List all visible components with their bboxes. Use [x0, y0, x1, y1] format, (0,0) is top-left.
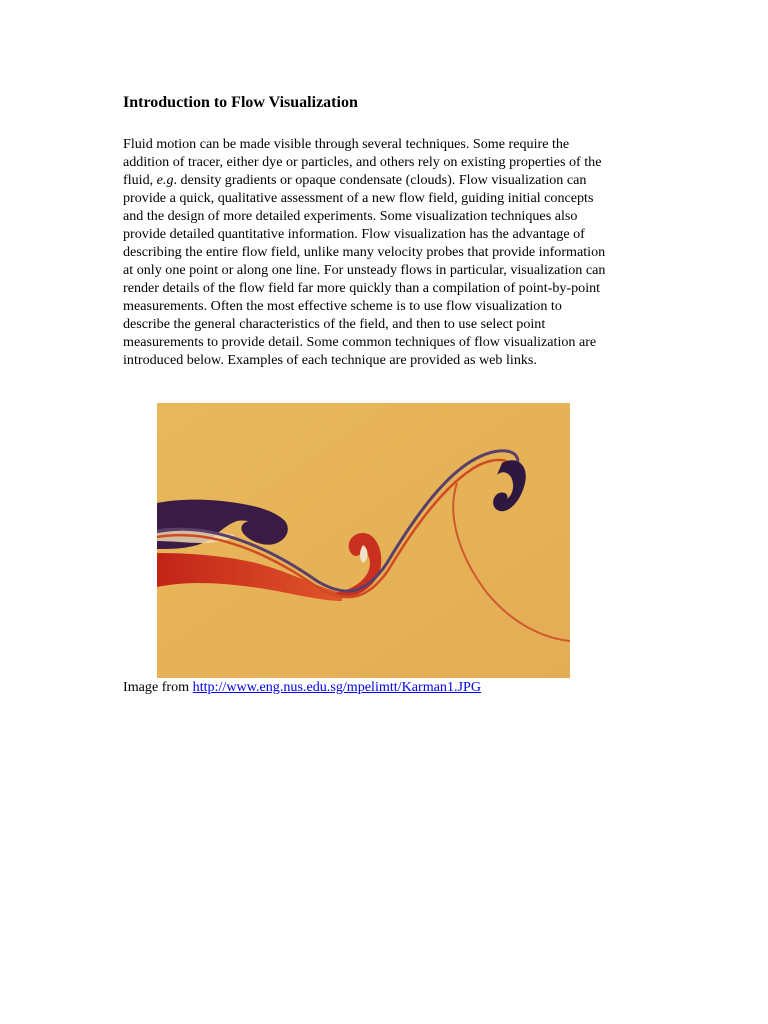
- paragraph-line: [123, 333, 663, 351]
- paragraph-line: [123, 261, 663, 279]
- paragraph-line: [123, 225, 663, 243]
- paragraph-line: [123, 171, 663, 189]
- text-segment: at only one point or along one line. For unsteady flows in particular, visualization can: [123, 262, 606, 278]
- text-segment: fluid,: [123, 172, 157, 188]
- paragraph-line: [123, 135, 663, 153]
- text-segment: Fluid motion can be made visible through several techniques. Some require the: [123, 136, 570, 152]
- text-segment: introduced below. Examples of each technique are provided as web links.: [123, 352, 537, 368]
- text-segment: measurements. Often the most effective scheme is to use flow visualization to: [123, 298, 562, 314]
- text-segment: describe the general characteristics of the field, and then to use select point: [123, 316, 546, 332]
- flow-visualization-photo: [157, 403, 570, 678]
- text-segment: provide a quick, qualitative assessment of a new flow field, guiding initial concepts: [123, 190, 594, 206]
- paragraph-line: [123, 279, 663, 297]
- paragraph-line: [123, 315, 663, 333]
- text-segment: addition of tracer, either dye or particles, and others rely on existing properties of the: [123, 154, 602, 170]
- paragraph-line: [123, 297, 663, 315]
- text-segment: . density gradients or opaque condensate (clouds). Flow visualization can: [173, 172, 587, 188]
- paragraph-line: [123, 207, 663, 225]
- text-segment: measurements to provide detail. Some common techniques of flow visualization are: [123, 334, 597, 350]
- text-segment: describing the entire flow field, unlike many velocity probes that provide information: [123, 244, 606, 260]
- caption-prefix: Image from: [123, 679, 193, 695]
- paragraph-line: [123, 153, 663, 171]
- image-caption: [123, 678, 481, 696]
- paragraph-line: [123, 189, 663, 207]
- caption-link[interactable]: http://www.eng.nus.edu.sg/mpelimtt/Karman1.JPG: [192, 679, 482, 695]
- text-segment: render details of the flow field far more quickly than a compilation of point-by-point: [123, 280, 601, 296]
- paragraph-line: [123, 243, 663, 261]
- text-segment: and the design of more detailed experiments. Some visualization techniques also: [123, 208, 578, 224]
- italic-text: e.g: [156, 172, 174, 188]
- page-title: Introduction to Flow Visualization: [123, 94, 358, 111]
- intro-paragraph: [123, 135, 663, 369]
- paragraph-line: [123, 351, 663, 369]
- text-segment: provide detailed quantitative information. Flow visualization has the advantage of: [123, 226, 585, 242]
- karman-vortex-street-image: [157, 403, 570, 678]
